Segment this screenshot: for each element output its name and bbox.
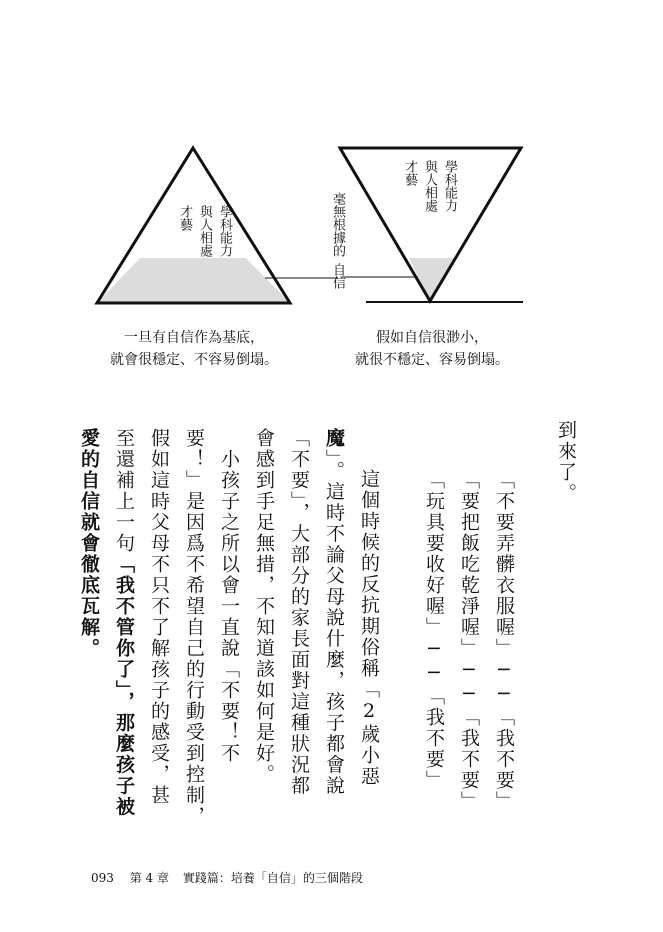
right-caption-line1: 假如自信很渺小， [376,330,488,346]
center-label-confidence: 自信 [330,263,345,289]
body-column-9: 小孩子之所以會一直說「不要！不 [218,428,240,764]
body-column-12 [106,428,142,818]
page-number: 093 [91,871,114,885]
body-column-5: 這個時候的反抗期俗稱「2歲小惡 [358,448,380,787]
chapter-label: 第 4 章 [129,871,169,885]
chapter-title: 實踐篇：培養「自信」的三個階段 [182,871,363,885]
right-caption [330,327,534,371]
body-column-3: 「要把飯吃乾淨喔」──「我不要」 [458,470,480,812]
page-footer [91,869,363,886]
center-label-baseless: 毫無根據的 [330,192,345,257]
right-label-academic: 學科能力 [442,160,457,212]
left-caption-line2: 就會很穩定、不容易倒塌。 [110,352,278,368]
body-column-7: 「不要」，大部分的家長面對這種狀況都 [288,428,310,797]
left-caption [92,327,296,371]
body-column-12-bold: 「我不管你了」，那麼孩子被 [113,554,135,818]
term-emphasis: 魔 [323,428,345,449]
body-column-4: 「玩具要收好喔」──「我不要」 [423,470,445,791]
left-label-talent: 才藝 [177,205,192,231]
left-label-academic: 學科能力 [217,205,232,257]
left-caption-line1: 一旦有自信作為基底， [124,330,264,346]
right-label-talent: 才藝 [402,160,417,186]
body-column-12-head: 至還補上一句 [113,428,135,554]
body-column-2: 「不要弄髒衣服喔」──「我不要」 [493,470,515,812]
body-column-1: 到來了。 [555,420,577,504]
body-column-13: 愛的自信就會徹底瓦解。 [78,428,100,659]
body-column-10: 要！」是因爲不希望自己的行動受到控制， [183,428,205,827]
body-column-6-rest: 」。這時不論父母說什麼，孩子都會說 [323,449,345,797]
right-caption-line2: 就很不穩定、容易倒塌。 [355,352,509,368]
body-column-11: 假如這時父母不只不了解孩子的感受，甚 [148,428,170,806]
right-label-social: 與人相處 [422,160,437,212]
left-triangle-confidence-fill [97,258,290,303]
body-column-8: 會感到手足無措，不知道該如何是好。 [253,428,275,785]
left-label-social: 與人相處 [197,205,212,257]
body-column-6 [316,428,352,797]
